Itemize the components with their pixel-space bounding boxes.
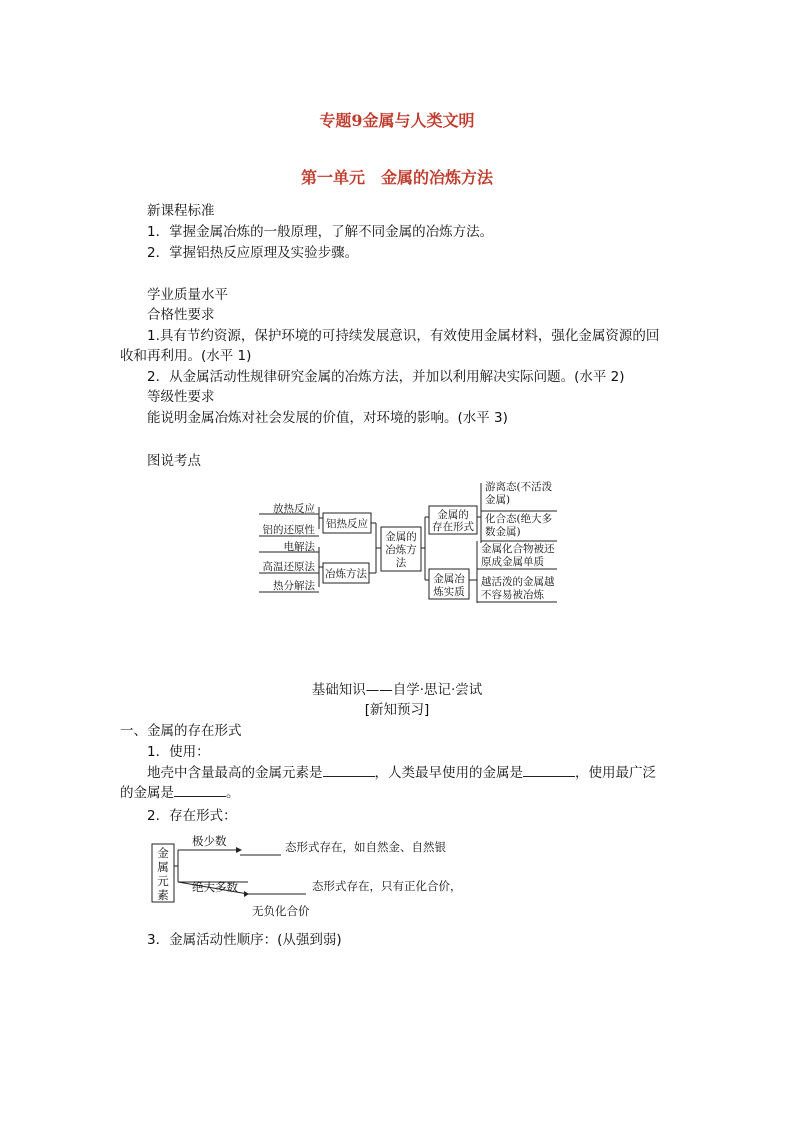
leaf-activity-1: 越活泼的金属越 [481, 576, 555, 588]
leaf-reduction-1: 金属化合物被还 [481, 543, 555, 555]
standards-item-1: 1．掌握金属冶炼的一般原理，了解不同金属的冶炼方法。 [147, 224, 494, 240]
section-1-heading: 一、金属的存在形式 [120, 723, 242, 739]
leaf-high-temp-reduction: 高温还原法 [262, 561, 315, 573]
leaf-free-state-2: 金属) [485, 494, 511, 506]
leaf-thermal-decomposition: 热分解法 [273, 580, 315, 592]
pass-item-2: 2．从金属活动性规律研究金属的冶炼方法，并加以利用解决实际问题。(水平 2) [147, 369, 625, 385]
form-label: 2．存在形式： [147, 808, 237, 824]
node-smelting-methods: 冶炼方法 [325, 568, 367, 580]
use-line-2-b: 。 [226, 785, 240, 801]
use-line-1-a: 地壳中含量最高的金属元素是 [147, 765, 323, 781]
standards-item-2: 2．掌握铝热反应原理及实验步骤。 [147, 245, 359, 261]
use-line-1-c: ，使用最广泛 [575, 765, 656, 781]
box-char-3: 元 [157, 874, 169, 888]
leaf-compound-state-2: 数金属) [485, 526, 521, 538]
leaf-compound-state-1: 化合态(绝大多 [485, 513, 553, 525]
node-essence-line-2: 炼实质 [433, 586, 465, 598]
leaf-al-reducing: 铝的还原性 [262, 524, 315, 536]
node-existence-line-1: 金属的 [437, 509, 469, 521]
basics-heading: 基础知识——自学·思记·尝试 [311, 682, 483, 698]
blank-most-used-metal[interactable] [174, 783, 226, 797]
blank-earliest-metal[interactable] [523, 763, 575, 777]
node-essence-line-1: 金属冶 [433, 573, 465, 585]
branch-minority: 极少数 [192, 834, 227, 848]
box-char-1: 金 [157, 846, 169, 860]
node-thermite: 铝热反应 [326, 518, 368, 530]
quality-heading: 学业质量水平 [147, 287, 228, 303]
branch-majority-text-2: 无负化合价 [252, 904, 310, 918]
basics-subheading: [新知预习] [364, 702, 430, 718]
center-line-1: 金属的 [385, 531, 417, 543]
use-line-1 [147, 763, 656, 783]
box-char-4: 素 [157, 888, 169, 902]
box-char-2: 属 [157, 860, 169, 874]
center-line-2: 冶炼方 [385, 544, 417, 556]
use-line-1-b: ，人类最早使用的金属是 [374, 765, 523, 781]
pass-item-1-line-1: 1.具有节约资源，保护环境的可持续发展意识，有效使用金属材料，强化金属资源的回 [147, 328, 660, 344]
existence-diagram [148, 830, 488, 920]
blank-most-abundant-metal[interactable] [323, 763, 375, 777]
node-existence-line-2: 存在形式 [432, 521, 474, 533]
leaf-activity-2: 不容易被冶炼 [481, 589, 544, 601]
leaf-electrolysis: 电解法 [283, 541, 315, 553]
branch-majority-text: 态形式存在，只有正化合价， [312, 879, 462, 893]
use-line-2-a: 的金属是 [120, 785, 174, 801]
grade-item: 能说明金属冶炼对社会发展的价值，对环境的影响。(水平 3) [147, 410, 508, 426]
use-line-2 [120, 783, 240, 803]
pass-item-1-line-2: 收和再利用。(水平 1) [120, 348, 252, 364]
page-title: 专题9金属与人类文明 [319, 111, 475, 130]
use-label: 1．使用： [147, 744, 210, 760]
branch-minority-text: 态形式存在，如自然金、自然银 [285, 840, 446, 854]
leaf-exothermic: 放热反应 [273, 503, 315, 515]
mindmap-heading: 图说考点 [147, 453, 201, 469]
leaf-reduction-2: 原成金属单质 [481, 556, 544, 568]
unit-title: 第一单元 金属的冶炼方法 [300, 168, 493, 187]
activity-label: 3．金属活动性顺序：(从强到弱) [147, 932, 342, 948]
concept-map [255, 477, 565, 607]
leaf-free-state-1: 游离态(不活泼 [485, 481, 553, 493]
pass-heading: 合格性要求 [147, 307, 215, 323]
branch-majority: 绝大多数 [192, 880, 238, 894]
standards-heading: 新课程标准 [147, 203, 215, 219]
center-line-3: 法 [395, 557, 407, 569]
grade-heading: 等级性要求 [147, 389, 215, 405]
